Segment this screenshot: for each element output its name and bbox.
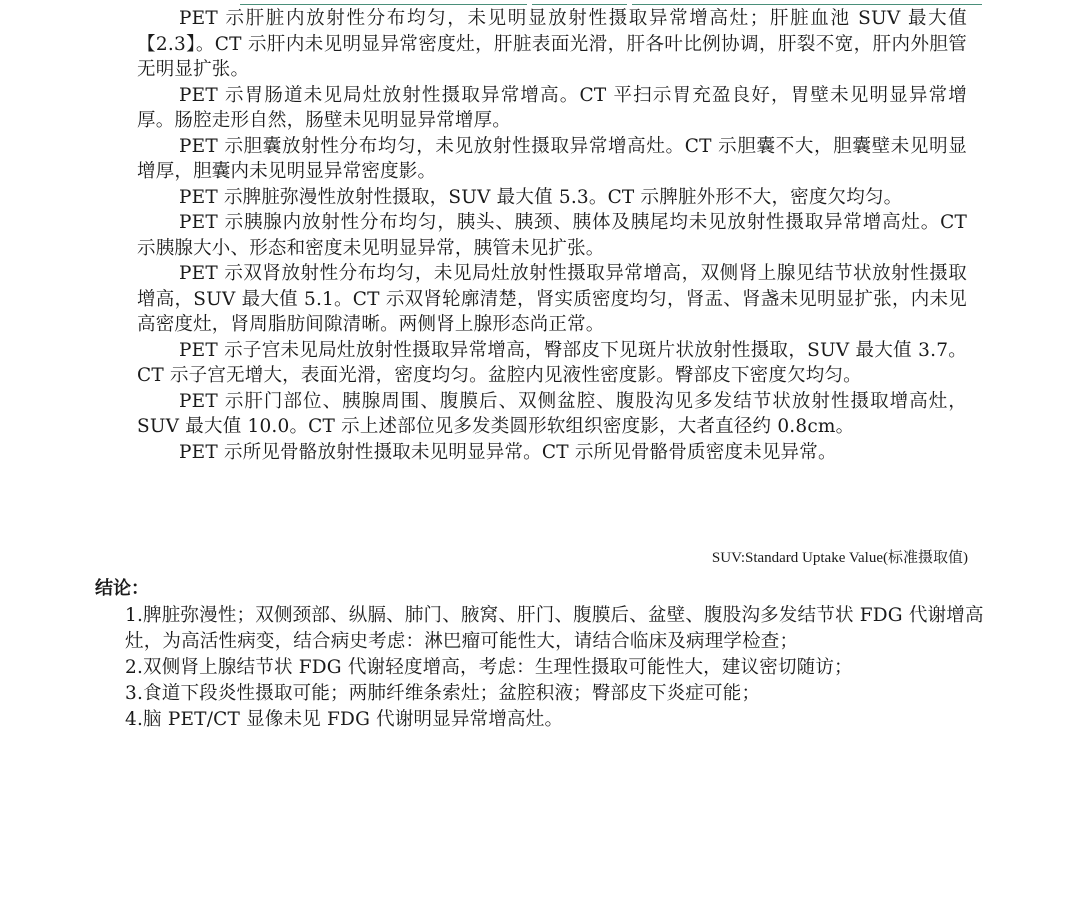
finding-liver: PET 示肝脏内放射性分布均匀，未见明显放射性摄取异常增高灶；肝脏血池 SUV 最大值【2.3】。CT 示肝内未见明显异常密度灶，肝脏表面光滑，肝各叶比例协调，肝裂不宽，肝内外胆管无明显扩张。 (137, 8, 967, 80)
finding-pancreas: PET 示胰腺内放射性分布均匀，胰头、胰颈、胰体及胰尾均未见放射性摄取异常增高灶。CT 示胰腺大小、形态和密度未见明显异常，胰管未见扩张。 (137, 212, 967, 259)
finding-uterus-pelvis: PET 示子宫未见局灶放射性摄取异常增高，臀部皮下见斑片状放射性摄取，SUV 最大值 3.7。CT 示子宫无增大，表面光滑，密度均匀。盆腔内见液性密度影。臀部皮下密度欠均匀。 (137, 339, 967, 386)
findings-section (137, 6, 967, 465)
finding-spleen: PET 示脾脏弥漫性放射性摄取，SUV 最大值 5.3。CT 示脾脏外形不大，密度欠均匀。 (179, 186, 903, 208)
suv-footnote: SUV:Standard Uptake Value(标准摄取值) (711, 550, 968, 566)
finding-skeleton: PET 示所见骨骼放射性摄取未见明显异常。CT 示所见骨骼骨质密度未见异常。 (179, 441, 837, 463)
conclusion-heading: 结论： (95, 578, 149, 599)
finding-lymph-nodes: PET 示肝门部位、胰腺周围、腹膜后、双侧盆腔、腹股沟见多发结节状放射性摄取增高灶，SUV 最大值 10.0。CT 示上述部位见多发类圆形软组织密度影，大者直径约 0.8cm。 (137, 390, 967, 437)
conclusion-item: 3.食道下段炎性摄取可能；两肺纤维条索灶；盆腔积液；臀部皮下炎症可能； (125, 683, 761, 704)
finding-gastrointestinal: PET 示胃肠道未见局灶放射性摄取异常增高。CT 平扫示胃充盈良好，胃壁未见明显异常增厚。肠腔走形自然，肠壁未见明显异常增厚。 (137, 84, 967, 131)
finding-kidneys-adrenals: PET 示双肾放射性分布均匀，未见局灶放射性摄取异常增高，双侧肾上腺见结节状放射性摄取增高，SUV 最大值 5.1。CT 示双肾轮廓清楚，肾实质密度均匀，肾盂、肾盏未见明显扩张，内未见高密度灶，肾周脂肪间隙清晰。两侧肾上腺形态尚正常。 (137, 263, 967, 335)
header-rule-segment (532, 4, 627, 5)
header-rule-segment (632, 4, 982, 5)
header-rule-segment (240, 4, 527, 5)
conclusion-item: 1.脾脏弥漫性；双侧颈部、纵膈、肺门、腋窝、肝门、腹膜后、盆壁、腹股沟多发结节状 FDG 代谢增高灶，为高活性病变，结合病史考虑：淋巴瘤可能性大，请结合临床及病理学检查； (125, 605, 984, 652)
conclusion-item: 2.双侧肾上腺结节状 FDG 代谢轻度增高，考虑：生理性摄取可能性大，建议密切随访； (125, 657, 853, 678)
conclusion-item: 4.脑 PET/CT 显像未见 FDG 代谢明显异常增高灶。 (125, 709, 564, 730)
finding-gallbladder: PET 示胆囊放射性分布均匀，未见放射性摄取异常增高灶。CT 示胆囊不大，胆囊壁未见明显增厚，胆囊内未见明显异常密度影。 (137, 135, 967, 182)
conclusion-list (125, 603, 985, 733)
